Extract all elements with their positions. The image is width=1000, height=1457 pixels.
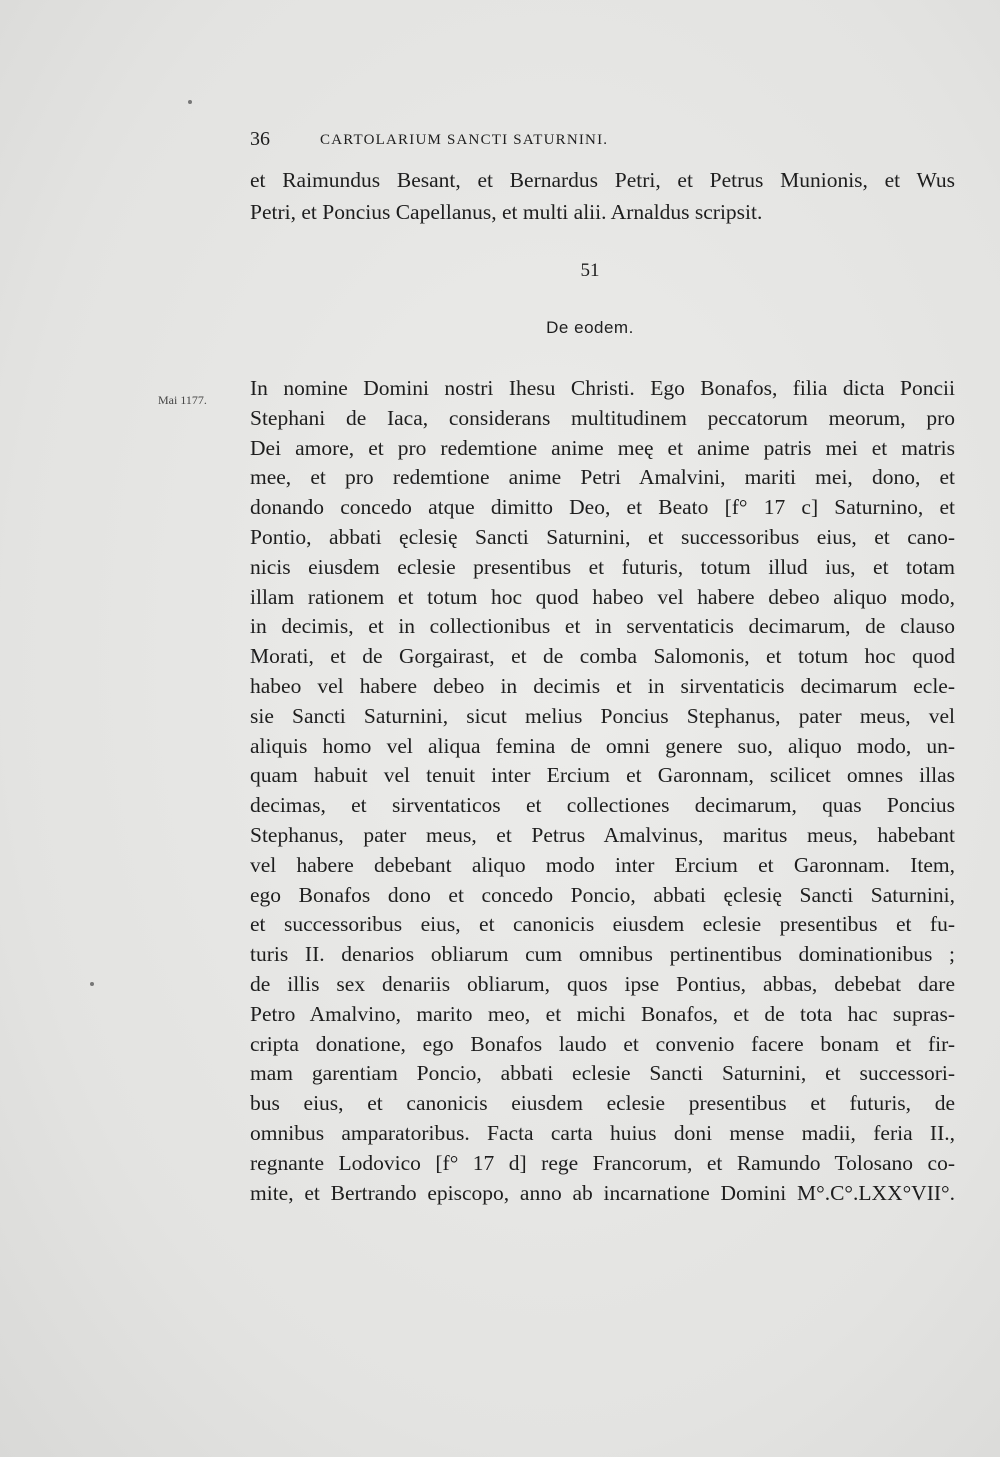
text-line: mam garentiam Poncio, abbati eclesie Sancti Saturnini, et successori- <box>250 1061 955 1086</box>
text-line: In nomine Domini nostri Ihesu Christi. Ego Bonafos, filia dicta Poncii <box>250 376 955 400</box>
text-line: in decimis, et in collectionibus et in serventaticis decimarum, de clauso <box>250 614 955 639</box>
text-line: Pontio, abbati ęclesię Sancti Saturnini, et successoribus eius, et cano- <box>250 525 955 549</box>
text-line: de illis sex denariis obliarum, quos ipse Pontius, abbas, debebat dare <box>250 972 955 996</box>
text-line: sie Sancti Saturnini, sicut melius Poncius Stephanus, pater meus, vel <box>250 703 955 728</box>
text-line: regnante Lodovico [f° 17 d] rege Francorum, et Ramundo Tolosano co- <box>250 1150 955 1175</box>
text-line: ego Bonafos dono et concedo Poncio, abbati ęclesię Sancti Saturnini, <box>250 882 955 907</box>
charter-title: De eodem. <box>546 318 634 337</box>
text-line: aliquis homo vel aliqua femina de omni genere suo, aliquo modo, un- <box>250 733 955 758</box>
text-line: Petro Amalvino, marito meo, et michi Bonafos, et de tota hac supras- <box>250 1001 955 1026</box>
text-line: Stephani de Iaca, considerans multitudinem peccatorum meorum, pro <box>250 405 955 430</box>
charter-number: 51 <box>580 260 600 281</box>
page-number: 36 <box>250 128 270 150</box>
text-line: nicis eiusdem eclesie presentibus et futuris, totum illud ius, et totam <box>250 554 955 579</box>
text-line: quam habuit vel tenuit inter Ercium et Garonnam, scilicet omnes illas <box>250 763 955 788</box>
text-line: cripta donatione, ego Bonafos laudo et convenio facere bonam et fir- <box>250 1031 955 1056</box>
text-line: bus eius, et canonicis eiusdem eclesie presentibus et futuris, de <box>250 1091 955 1116</box>
text-line: Petri, et Poncius Capellanus, et multi alii. Arnaldus scripsit. <box>250 200 763 224</box>
page-header <box>250 128 950 154</box>
text-line: donando concedo atque dimitto Deo, et Beato [f° 17 c] Saturnino, et <box>250 495 955 520</box>
margin-date: Mai 1177. <box>158 393 207 407</box>
text-line: habeo vel habere debeo in decimis et in sirventaticis decimarum ecle- <box>250 674 955 698</box>
text-line: Stephanus, pater meus, et Petrus Amalvinus, maritus meus, habebant <box>250 823 955 847</box>
text-line: vel habere debebant aliquo modo inter Ercium et Garonnam. Item, <box>250 852 955 877</box>
running-title: CARTOLARIUM SANCTI SATURNINI. <box>320 132 609 148</box>
text-line: illam rationem et totum hoc quod habeo vel habere debeo aliquo modo, <box>250 584 955 609</box>
text-line: et Raimundus Besant, et Bernardus Petri, et Petrus Munionis, et Wus <box>250 168 955 192</box>
text-line: decimas, et sirventaticos et collectiones decimarum, quas Poncius <box>250 793 955 818</box>
paper-speck <box>90 982 94 986</box>
paper-speck <box>188 100 192 104</box>
text-line: et successoribus eius, et canonicis eiusdem eclesie presentibus et fu- <box>250 912 955 937</box>
text-line: mee, et pro redemtione anime Petri Amalvini, mariti mei, dono, et <box>250 465 955 490</box>
text-line: Morati, et de Gorgairast, et de comba Salomonis, et totum hoc quod <box>250 644 955 669</box>
text-line: mite, et Bertrando episcopo, anno ab incarnatione Domini M°.C°.LXX°VII°. <box>250 1180 955 1205</box>
text-line: omnibus amparatoribus. Facta carta huius doni mense madii, feria II., <box>250 1121 955 1145</box>
text-line: turis II. denarios obliarum cum omnibus pertinentibus dominationibus ; <box>250 942 955 967</box>
text-line: Dei amore, et pro redemtione anime meę et anime patris mei et matris <box>250 435 955 460</box>
